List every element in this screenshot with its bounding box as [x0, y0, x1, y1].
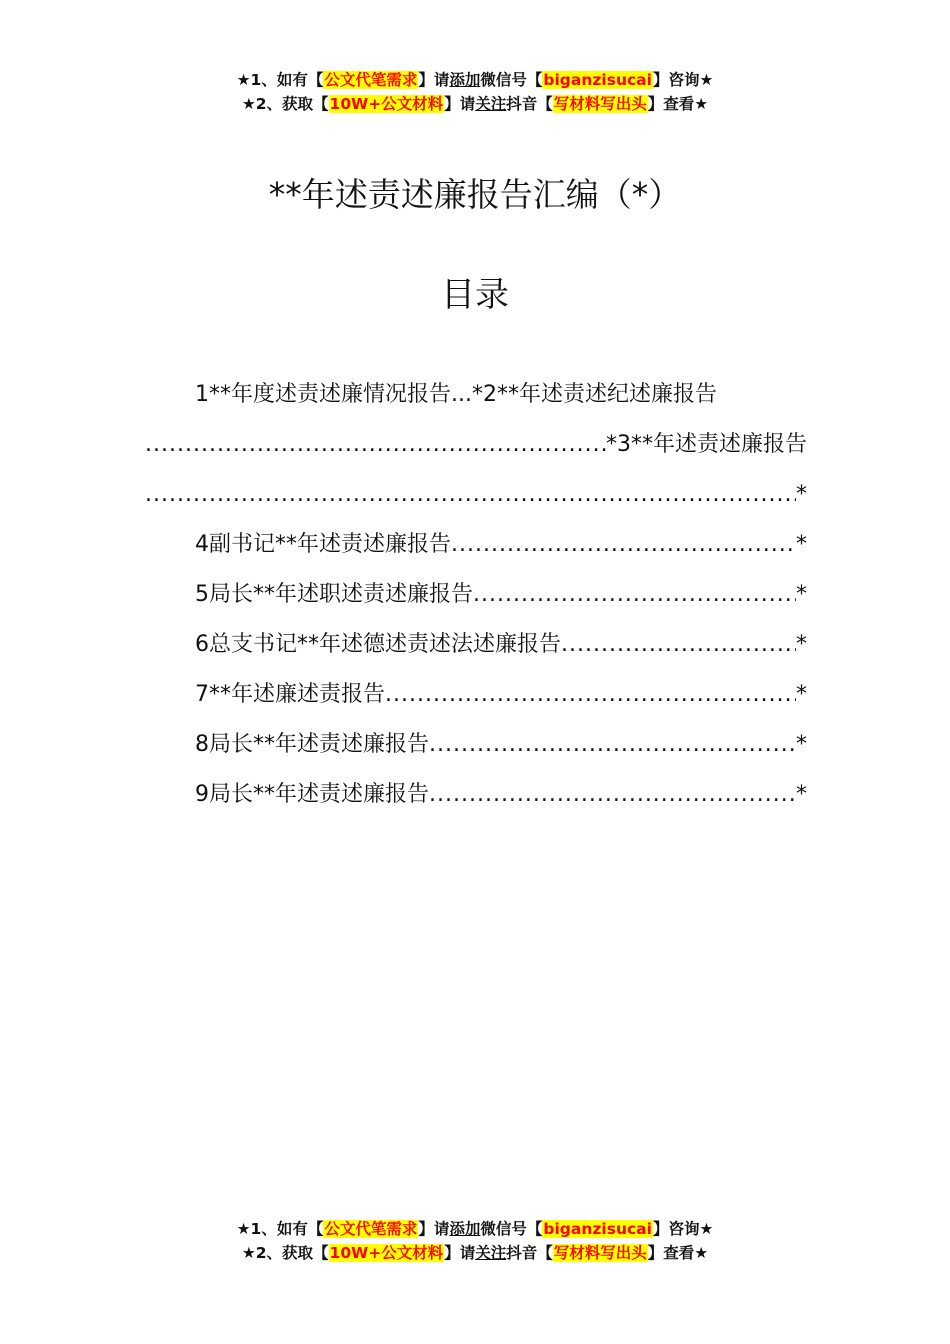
toc-leader-dots [473, 570, 796, 620]
banner-highlight: 写材料写出头 [553, 1244, 647, 1262]
toc-item-label: 7**年述廉述责报告 [195, 682, 385, 707]
toc-item-label: 8局长**年述责述廉报告 [195, 732, 429, 757]
banner-line-2 [0, 92, 950, 116]
banner-text: 微信号【 [480, 1220, 543, 1238]
banner-line-2 [0, 1241, 950, 1265]
banner-text: 】请 [418, 1220, 450, 1238]
toc-row [145, 370, 807, 420]
banner-highlight: 10W+公文材料 [329, 1244, 444, 1262]
toc-item [145, 620, 807, 670]
toc-entry-text: 1**年度述责述廉情况报告...*2**年述责述纪述廉报告 [195, 382, 717, 407]
toc-entry-text: *3**年述责述廉报告 [606, 432, 807, 457]
table-of-contents [145, 370, 807, 820]
banner-highlight: 公文代笔需求 [324, 71, 418, 89]
banner-text: 微信号【 [480, 71, 543, 89]
toc-leader-dots [145, 470, 796, 520]
banner-line-1 [0, 68, 950, 92]
toc-page-number: * [796, 682, 807, 707]
banner-text: 抖音【 [506, 1244, 553, 1262]
toc-leader-dots [561, 620, 796, 670]
toc-item-label: 9局长**年述责述廉报告 [195, 782, 429, 807]
banner-text: 】请 [418, 71, 450, 89]
banner-text: ★2、获取【 [241, 1244, 329, 1262]
toc-item-label: 4副书记**年述责述廉报告 [195, 532, 451, 557]
banner-text: 】请 [444, 1244, 476, 1262]
footer-banner [0, 1217, 950, 1265]
toc-leader-dots [145, 420, 606, 470]
banner-highlight: 公文代笔需求 [324, 1220, 418, 1238]
banner-text: ★1、如有【 [236, 71, 324, 89]
toc-row [145, 420, 807, 470]
toc-page-number: * [796, 782, 807, 807]
toc-page-number: * [796, 532, 807, 557]
banner-text: 】咨询★ [652, 1220, 714, 1238]
toc-item [145, 570, 807, 620]
banner-underline: 添加 [449, 71, 481, 89]
toc-item [145, 770, 807, 820]
toc-page-number: * [796, 582, 807, 607]
banner-text: 】查看★ [647, 1244, 709, 1262]
toc-leader-dots [429, 720, 796, 770]
banner-highlight: 10W+公文材料 [329, 95, 444, 113]
banner-underline: 关注 [475, 1244, 507, 1262]
toc-page-number: * [796, 632, 807, 657]
banner-highlight: biganzisucai [543, 71, 652, 89]
banner-underline: 关注 [475, 95, 507, 113]
banner-text: 】请 [444, 95, 476, 113]
banner-underline: 添加 [449, 1220, 481, 1238]
banner-highlight: biganzisucai [543, 1220, 652, 1238]
toc-item-label: 5局长**年述职述责述廉报告 [195, 582, 473, 607]
toc-row [145, 470, 807, 520]
toc-item [145, 520, 807, 570]
toc-leader-dots [385, 670, 796, 720]
toc-item [145, 720, 807, 770]
toc-leader-dots [451, 520, 796, 570]
banner-text: ★2、获取【 [241, 95, 329, 113]
banner-highlight: 写材料写出头 [553, 95, 647, 113]
banner-line-1 [0, 1217, 950, 1241]
toc-item [145, 670, 807, 720]
toc-page-number: * [796, 482, 807, 507]
banner-text: 抖音【 [506, 95, 553, 113]
banner-text: ★1、如有【 [236, 1220, 324, 1238]
toc-item-label: 6总支书记**年述德述责述法述廉报告 [195, 632, 561, 657]
toc-leader-dots [429, 770, 796, 820]
header-banner [0, 68, 950, 116]
banner-text: 】咨询★ [652, 71, 714, 89]
toc-page-number: * [796, 732, 807, 757]
banner-text: 】查看★ [647, 95, 709, 113]
toc-heading: 目录 [441, 275, 509, 315]
document-title: **年述责述廉报告汇编（*） [268, 175, 682, 214]
